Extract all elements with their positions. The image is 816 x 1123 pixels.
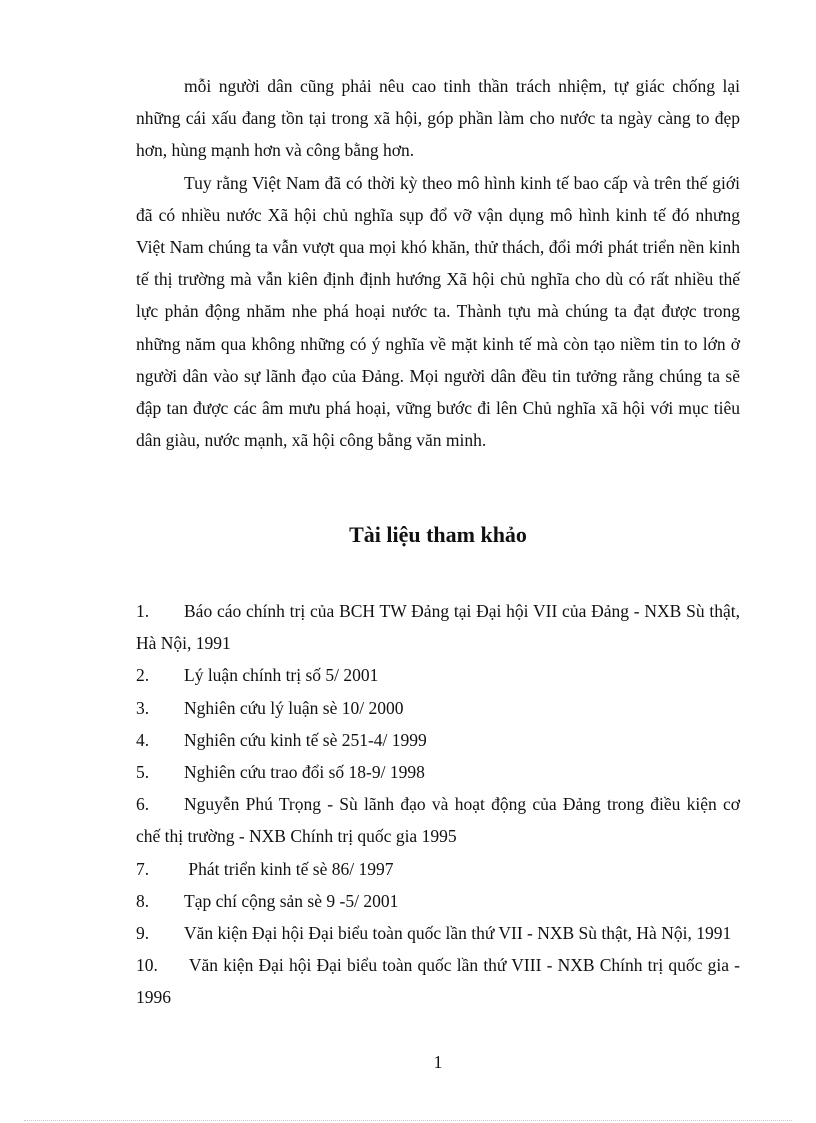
reference-item: [136, 692, 740, 724]
reference-text: Báo cáo chính trị của BCH TW Đảng tại Đại hội VII của Đảng - NXB Sù thật, Hà Nội, 1991: [136, 601, 740, 654]
reference-number: 9.: [136, 923, 150, 944]
reference-item: [136, 595, 740, 659]
body-text: [136, 70, 740, 456]
reference-item: [136, 788, 740, 852]
reference-number: 8.: [136, 890, 150, 911]
reference-text: Lý luận chính trị số 5/ 2001: [184, 665, 379, 686]
reference-text: Nghiên cứu trao đổi số 18-9/ 1998: [184, 762, 425, 783]
paragraph: Tuy rằng Việt Nam đã có thời kỳ theo mô hình kinh tế bao cấp và trên thế giới đã có nhiều nước Xã hội chủ nghĩa sụp đổ vỡ vận dụng mô hình kinh tế đó nhưng Việt Nam chúng ta vẫn vượt qua mọi khó khăn, thử thách, đổi mới phát triển nền kinh tế thị trường mà vẫn kiên định định hướng Xã hội chủ nghĩa cho dù có rất nhiều thế lực phản động nhăm nhe phá hoại nước ta. Thành tựu mà chúng ta đạt được trong những năm qua không những có ý nghĩa về mặt kinh tế mà còn tạo niềm tin to lớn ở người dân vào sự lãnh đạo của Đảng. Mọi người dân đều tin tưởng rằng chúng ta sẽ đập tan được các âm mưu phá hoại, vững bước đi lên Chủ nghĩa xã hội với mục tiêu dân giàu, nước mạnh, xã hội công bằng văn minh.: [136, 172, 740, 451]
reference-item: [136, 659, 740, 691]
reference-item: [136, 756, 740, 788]
reference-text: Nguyễn Phú Trọng - Sù lãnh đạo và hoạt động của Đảng trong điều kiện cơ chế thị trường - NXB Chính trị quốc gia 1995: [136, 794, 740, 847]
reference-item: [136, 724, 740, 756]
reference-item: [136, 949, 740, 1013]
reference-text: Văn kiện Đại hội Đại biểu toàn quốc lần thứ VIII - NXB Chính trị quốc gia - 1996: [136, 955, 740, 1008]
reference-number: 10.: [136, 955, 158, 976]
page-number: 1: [433, 1052, 443, 1072]
reference-number: 2.: [136, 665, 150, 686]
reference-text: Nghiên cứu kinh tế sè 251-4/ 1999: [184, 729, 427, 750]
reference-text: Nghiên cứu lý luận sè 10/ 2000: [184, 697, 404, 718]
reference-number: 4.: [136, 729, 150, 750]
reference-item: [136, 885, 740, 917]
reference-text: Phát triển kinh tế sè 86/ 1997: [184, 858, 394, 879]
reference-number: 1.: [136, 601, 150, 621]
page-bottom-divider: [24, 1120, 792, 1121]
reference-item: [136, 853, 740, 885]
reference-text: Tạp chí cộng sản sè 9 -5/ 2001: [184, 890, 399, 911]
paragraph-continuation: mỗi người dân cũng phải nêu cao tinh thần trách nhiệm, tự giác chống lại những cái xấu đang tồn tại trong xã hội, góp phần làm cho nước ta ngày càng to đẹp hơn, hùng mạnh hơn và công bằng hơn.: [136, 76, 740, 161]
reference-item: [136, 917, 740, 949]
reference-number: 5.: [136, 762, 150, 783]
references-list: [136, 595, 740, 1014]
reference-number: 7.: [136, 858, 150, 879]
reference-number: 3.: [136, 697, 150, 718]
reference-number: 6.: [136, 794, 150, 815]
reference-text: Văn kiện Đại hội Đại biểu toàn quốc lần thứ VII - NXB Sù thật, Hà Nội, 1991: [184, 923, 732, 944]
references-heading: Tài liệu tham khảo: [349, 522, 527, 547]
